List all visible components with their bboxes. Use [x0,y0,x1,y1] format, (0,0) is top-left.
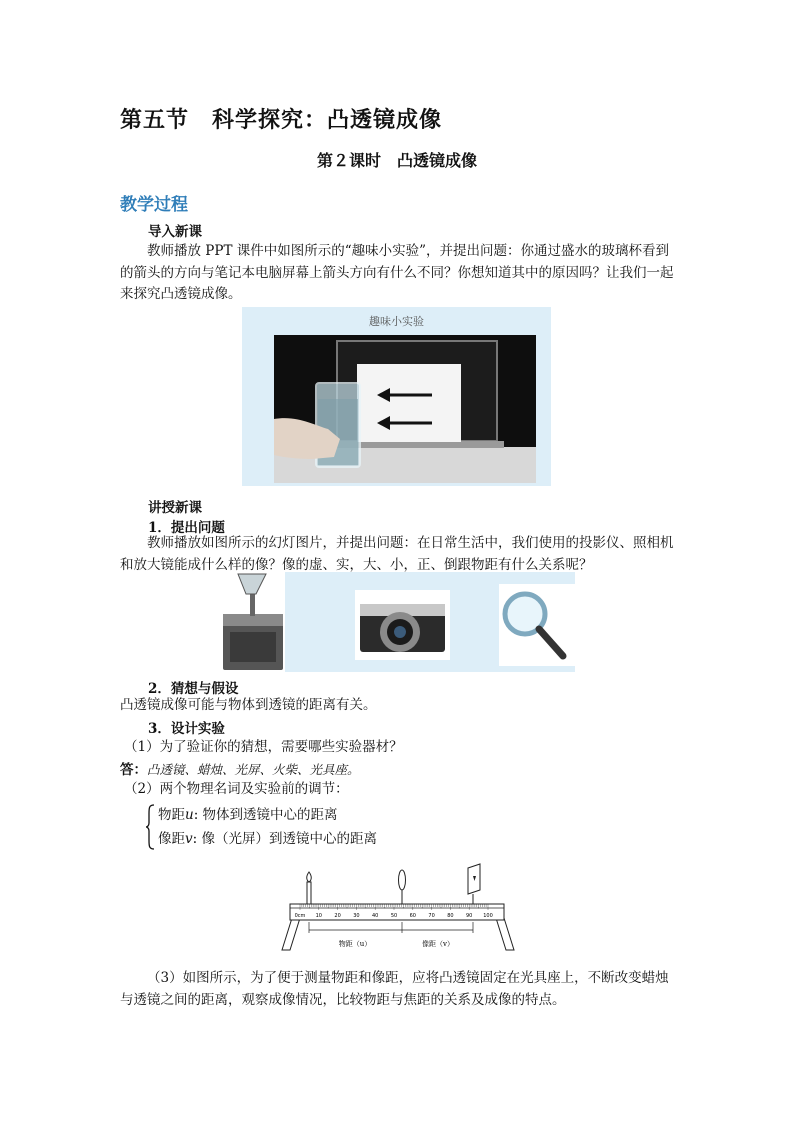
step1-paragraph: 教师播放如图所示的幻灯图片，并提出问题：在日常生活中，我们使用的投影仪、照相机和放大镜能成什么样的像？像的虚、实，大、小，正、倒跟物距有什么关系呢？ [120,535,674,573]
figure-caption: 趣味小实验 [369,315,424,328]
ruler-tick-label: 50 [390,913,398,919]
ruler-tick-label: 80 [447,913,454,919]
step2-paragraph: 凸透镜成像可能与物体到透镜的距离有关。 [120,697,377,713]
page-title: 第五节 科学探究：凸透镜成像 [120,107,443,133]
question-2: （2）两个物理名词及实验前的调节： [124,781,349,797]
step1-heading: 1．提出问题 [148,520,225,536]
section-heading: 教学过程 [120,195,188,215]
ruler-tick-label: 100 [483,913,493,919]
convex-lens-icon [399,870,406,904]
laptop-glass-illustration [242,307,551,486]
ruler-tick-label: 30 [353,913,360,919]
step2-heading: 2．猜想与假设 [148,681,239,697]
intro-paragraph: 教师播放 PPT 课件中如图所示的“趣味小实验”，并提出问题：你通过盛水的玻璃杯看到的箭头的方向与笔记本电脑屏幕上箭头方向有什么不同？你想知道其中的原因吗？让我们一起来探究凸透镜成像。 [120,243,674,302]
fun-experiment-figure [242,307,551,486]
light-screen-icon [468,864,480,904]
step3-heading: 3．设计实验 [148,721,225,737]
camera-icon [355,590,450,660]
candle-icon [307,872,312,904]
question-1: （1）为了验证你的猜想，需要哪些实验器材？ [124,739,403,755]
question-3-paragraph: （3）如图所示，为了便于测量物距和像距，应将凸透镜固定在光具座上，不断改变蜡烛与透镜之间的距离，观察成像情况，比较物距与焦距的关系及成像的特点。 [120,970,669,1008]
definition-object-distance: 物距u: 物体到透镜中心的距离 [158,807,338,823]
magnifier-icon [499,584,575,666]
lesson-subtitle: 第２课时 凸透镜成像 [316,151,477,170]
label-object-distance: 物距（u） [338,940,372,948]
ruler-tick-label: 10 [315,913,322,919]
optical-bench-diagram [278,860,518,960]
intro-heading: 导入新课 [148,224,202,240]
devices-illustration [285,572,575,672]
ruler-tick-label: 60 [409,913,416,919]
ruler-tick-label: 20 [334,913,341,919]
definition-image-distance: 像距v: 像（光屏）到透镜中心的距离 [158,831,377,847]
ruler-tick-label: 90 [466,913,473,919]
ruler-tick-label: 70 [428,913,435,919]
projector-illustration [220,570,290,676]
label-image-distance: 像距（v） [422,940,454,948]
answer-text: 凸透镜、蜡烛、光屏、火柴、光具座。 [147,762,360,777]
ruler-tick-label: 0cm [294,913,306,919]
brace-icon [145,804,155,850]
ruler-tick-label: 40 [372,913,379,919]
answer-1 [120,759,360,781]
answer-label: 答： [120,762,147,778]
devices-figure [285,572,575,672]
lecture-heading: 讲授新课 [148,500,202,516]
